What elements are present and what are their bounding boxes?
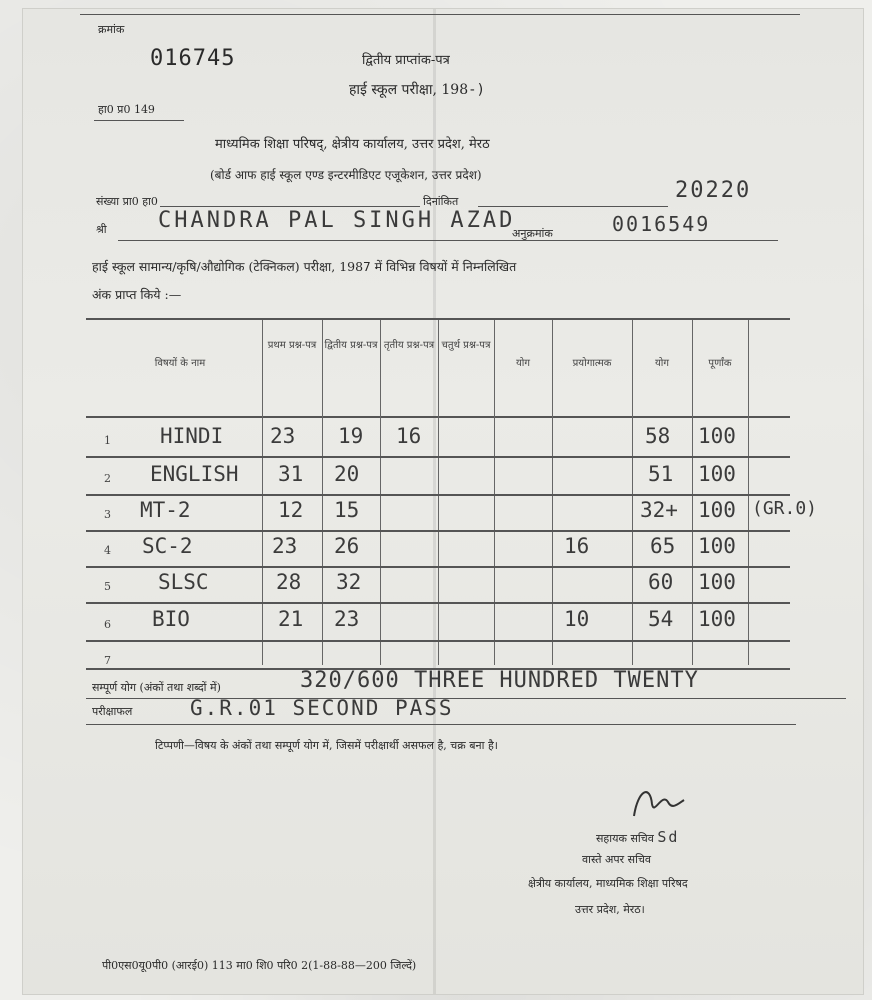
header-paper-1: प्रथम प्रश्न-पत्र: [267, 340, 317, 351]
serial-number: 016745: [150, 46, 236, 71]
row-divider: [86, 456, 790, 458]
row-number: 7: [104, 654, 111, 667]
header-practical: प्रयोगात्मक: [572, 358, 612, 369]
total-marks: 65: [650, 534, 676, 558]
signatory-line-4: उत्तर प्रदेश, मेरठ।: [575, 903, 645, 916]
board-name-hindi: माध्यमिक शिक्षा परिषद्, क्षेत्रीय कार्यालय, उत्तर प्रदेश, मेरठ: [215, 137, 490, 152]
result-line: [86, 724, 796, 725]
grand-total-value: 320/600 THREE HUNDRED TWENTY: [300, 668, 699, 693]
max-marks: 100: [698, 424, 736, 448]
max-marks: 100: [698, 498, 736, 522]
paper-2-marks: 19: [338, 424, 364, 448]
header-paper-3: तृतीय प्रश्न-पत्र: [383, 340, 435, 351]
practical-marks: 10: [564, 607, 590, 631]
col-divider: [748, 320, 749, 665]
intro-line-2: अंक प्राप्त किये :—: [92, 287, 182, 302]
subject-name: MT-2: [140, 498, 191, 522]
col-divider: [322, 320, 323, 665]
header-paper-4: चतुर्थ प्रश्न-पत्र: [441, 340, 491, 351]
paper-2-marks: 23: [334, 607, 360, 631]
max-marks: 100: [698, 534, 736, 558]
row-number: 1: [104, 434, 111, 447]
max-marks: 100: [698, 462, 736, 486]
paper-3-marks: 16: [396, 424, 422, 448]
max-marks: 100: [698, 607, 736, 631]
total-marks: 58: [645, 424, 671, 448]
row-number: 6: [104, 618, 111, 631]
ref-line: [160, 206, 420, 207]
signatory-line-3: क्षेत्रीय कार्यालय, माध्यमिक शिक्षा परिषद: [528, 877, 688, 890]
col-divider: [632, 320, 633, 665]
row-divider: [86, 494, 790, 496]
ref-label: संख्या प्रा0 हा0: [96, 195, 158, 208]
signatory-line-1: सहायक सचिव Sd: [596, 828, 680, 846]
col-divider: [692, 320, 693, 665]
paper-1-marks: 23: [270, 424, 296, 448]
total-marks: 51: [648, 462, 674, 486]
fold-line: [433, 9, 436, 994]
paper-1-marks: 23: [272, 534, 298, 558]
exam-title: हाई स्कूल परीक्षा, 198-): [349, 82, 485, 98]
paper-2-marks: 32: [336, 570, 362, 594]
header-subject: विषयों के नाम: [154, 358, 206, 369]
paper-1-marks: 12: [278, 498, 304, 522]
paper-2-marks: 20: [334, 462, 360, 486]
form-code: हा0 प्र0 149: [98, 103, 155, 116]
col-divider: [552, 320, 553, 665]
row-number: 2: [104, 472, 111, 485]
paper-1-marks: 21: [278, 607, 304, 631]
row-number: 5: [104, 580, 111, 593]
date-line: [478, 206, 668, 207]
row-divider: [86, 530, 790, 532]
subject-name: HINDI: [160, 424, 224, 448]
max-marks: 100: [698, 570, 736, 594]
board-name-english: (बोर्ड आफ हाई स्कूल एण्ड इन्टरमीडिएट एजूकेशन, उत्तर प्रदेश): [210, 168, 482, 182]
grand-total-label: सम्पूर्ण योग (अंकों तथा शब्दों में): [92, 681, 221, 694]
handwritten-number: 20220: [675, 178, 752, 203]
row-divider: [86, 602, 790, 604]
result-label: परीक्षाफल: [92, 705, 133, 718]
shri-label: श्री: [96, 223, 107, 236]
row-number: 4: [104, 544, 111, 557]
row-number: 3: [104, 508, 111, 521]
total-marks: 32+: [640, 498, 678, 522]
subject-name: SLSC: [158, 570, 209, 594]
kramank-label: क्रमांक: [98, 23, 125, 36]
header-yog: योग: [515, 358, 531, 369]
row-divider: [86, 640, 790, 642]
date-label: दिनांकित: [423, 195, 459, 208]
paper-1-marks: 31: [278, 462, 304, 486]
row-divider: [86, 566, 790, 568]
paper-1-marks: 28: [276, 570, 302, 594]
header-total: योग: [654, 358, 670, 369]
subject-name: BIO: [152, 607, 190, 631]
subject-name: SC-2: [142, 534, 193, 558]
form-code-underline: [94, 120, 184, 121]
top-rule: [80, 14, 800, 15]
subject-name: ENGLISH: [150, 462, 239, 486]
header-max-marks: पूर्णांक: [708, 358, 732, 369]
total-marks: 54: [648, 607, 674, 631]
col-divider: [262, 320, 263, 665]
candidate-name: CHANDRA PAL SINGH AZAD: [158, 208, 516, 233]
signature-scribble: [628, 782, 688, 826]
header-paper-2: द्वितीय प्रश्न-पत्र: [324, 340, 378, 351]
col-divider: [438, 320, 439, 665]
col-divider: [494, 320, 495, 665]
total-marks: 60: [648, 570, 674, 594]
document-title: द्वितीय प्राप्तांक-पत्र: [362, 53, 450, 68]
result-value: G.R.01 SECOND PASS: [190, 696, 454, 720]
grace-note: (GR.0): [752, 498, 818, 519]
roll-label: अनुक्रमांक: [512, 227, 553, 240]
practical-marks: 16: [564, 534, 590, 558]
note: टिप्पणी—विषय के अंकों तथा सम्पूर्ण योग में, जिसमें परीक्षार्थी असफल है, चक्र बना है।: [155, 739, 498, 752]
intro-line-1: हाई स्कूल सामान्य/कृषि/औद्योगिक (टेक्निकल) परीक्षा, 1987 में विभिन्न विषयों में निम्नलिखित: [92, 259, 517, 274]
footer-print-line: पी0एस0यू0पी0 (आरई0) 113 मा0 शि0 परि0 2(1-88-88—200 जिल्दें): [102, 959, 417, 972]
roll-number: 0016549: [612, 212, 711, 236]
paper-2-marks: 15: [334, 498, 360, 522]
paper-2-marks: 26: [334, 534, 360, 558]
name-line: [118, 240, 778, 241]
signatory-line-2: वास्ते अपर सचिव: [582, 853, 652, 866]
col-divider: [380, 320, 381, 665]
